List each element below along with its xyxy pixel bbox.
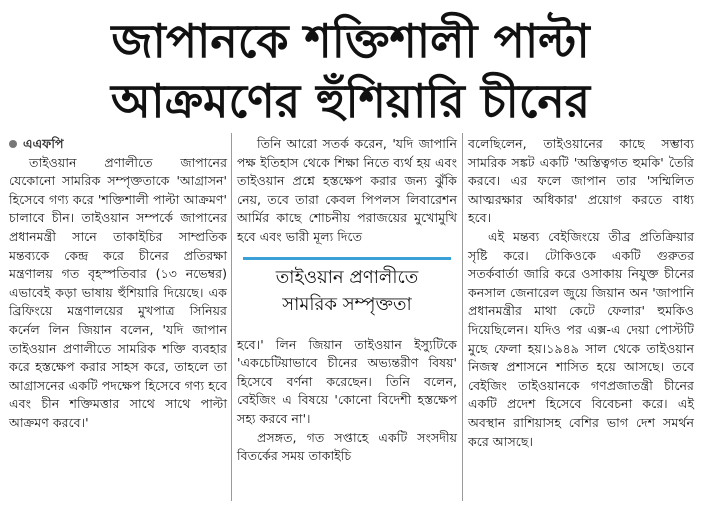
paragraph: হবে।' লিন জিয়ান তাইওয়ান ইস্যুটিকে 'একচেটিয়াভাবে চীনের অভ্যন্তরীণ বিষয়' হিসেবে বর্ণনা করেছেন। তিনি বলেন, বেইজিং এ বিষয়ে 'কোনো বিদেশী হস্তক্ষেপ সহ্য করবে না'। bbox=[237, 336, 457, 426]
bullet-icon bbox=[9, 140, 17, 148]
article-column-3 bbox=[468, 135, 694, 451]
paragraph: তিনি আরো সতর্ক করেন, 'যদি জাপানি পক্ষ ইতিহাস থেকে শিক্ষা নিতে ব্যর্থ হয় এবং তাইওয়ান প্রশ্নে হস্তক্ষেপ করার জন্য ঝুঁকি নেয়, তবে তারা কেবল পিপলস লিবারেশন আর্মির কাছে শোচনীয় পরাজয়ের মুখোমুখি হবে এবং ভারী মূল্য দিতে bbox=[237, 136, 457, 244]
article-column-1 bbox=[9, 135, 227, 433]
column-divider bbox=[462, 133, 463, 501]
pull-quote-line-2: সামরিক সম্পৃক্ততা bbox=[282, 293, 412, 315]
pull-quote bbox=[243, 257, 451, 324]
column-divider bbox=[231, 133, 232, 501]
paragraph: এই মন্তব্য বেইজিংয়ে তীব্র প্রতিক্রিয়ার সৃষ্টি করে। টোকিওকে একটি গুরুতর সতর্কবার্তা জারি করে ওসাকায় নিযুক্ত চীনের কনসাল জেনারেল জুয়ে জিয়ান অন 'জাপানি প্রধানমন্ত্রীর মাথা কেটে ফেলার' হুমকিও দিয়েছিলেন। যদিও পর এক্স-এ দেয়া পোস্টটি মুছে ফেলা হয়।১৯৪৯ সাল থেকে তাইওয়ান নিজস্ব প্রশাসনে শাসিত হয়ে আসছে। তবে বেইজিং তাইওয়ানকে গণপ্রজাতন্ত্রী চীনের একটি প্রদেশ হিসেবে বিবেচনা করে। এই অবস্থান রাশিয়াসহ বেশির ভাগ দেশ সমর্থন করে আসছে। bbox=[468, 228, 694, 449]
byline bbox=[9, 135, 227, 154]
paragraph: প্রসঙ্গত, গত সপ্তাহে একটি সংসদীয় বিতর্কের সময় তাকাইচি bbox=[237, 429, 457, 464]
pull-quote-line-1: তাইওয়ান প্রণালীতে bbox=[275, 266, 419, 288]
headline-line-2: আক্রমণের হুঁশিয়ারি চীনের bbox=[110, 74, 591, 128]
paragraph: তাইওয়ান প্রণালীতে জাপানের যেকোনো সামরিক সম্পৃক্ততাকে 'আগ্রাসন' হিসেবে গণ্য করে 'শক্তিশালী পাল্টা আক্রমণ' চালাবে চীন। তাইওয়ান সম্পর্কে জাপানের প্রধানমন্ত্রী সানে তাকাইচির সাম্প্রতিক মন্তব্যকে কেন্দ্র করে চীনের প্রতিরক্ষা মন্ত্রণালয় গত বৃহস্পতিবার (১৩ নভেম্বর) এভাবেই কড়া ভাষায় হুঁশিয়ারি দিয়েছে। এক ব্রিফিংয়ে মন্ত্রণালয়ের মুখপাত্র সিনিয়র কর্নেল লিন জিয়ান বলেন, 'যদি জাপান তাইওয়ান প্রণালীতে সামরিক শক্তি ব্যবহার করে হস্তক্ষেপ করার সাহস করে, তাহলে তা আগ্রাসনের একটি পদক্ষেপ হিসেবে গণ্য হবে এবং চীন শক্তিমত্তার সাথে সাথে পাল্টা আক্রমণ করবে।' bbox=[9, 154, 227, 430]
article-column-2 bbox=[237, 135, 457, 466]
byline-source: এএফপি bbox=[23, 136, 64, 151]
headline-line-1: জাপানকে শক্তিশালী পাল্টা bbox=[111, 14, 590, 68]
paragraph: বলেছিলেন, তাইওয়ানের কাছে সম্ভাব্য সামরিক সঙ্কট একটি 'অস্তিত্বগত হুমকি' তৈরি করবে। এর ফলে জাপান তার 'সম্মিলিত আত্মরক্ষার অধিকার' প্রয়োগ করতে বাধ্য হবে। bbox=[468, 136, 694, 226]
